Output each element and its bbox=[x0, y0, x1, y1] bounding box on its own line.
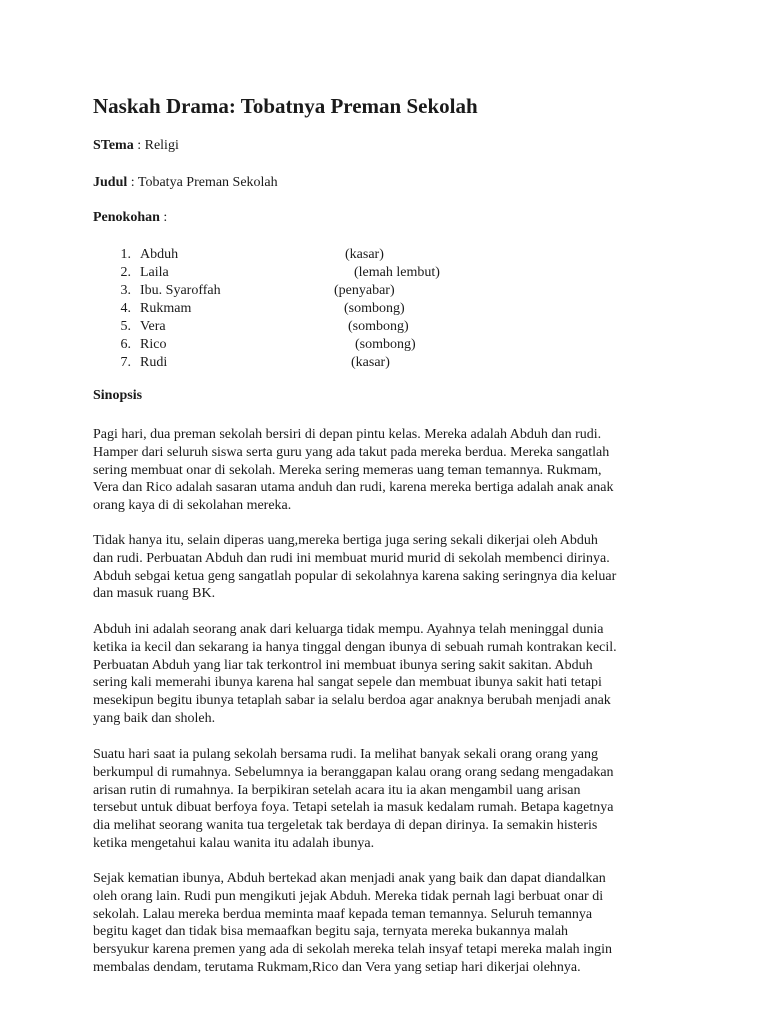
text-line: dia melihat seorang wanita tua tergeletak tak berdaya di depan dirinya. Ia semakin histeris bbox=[93, 818, 598, 834]
synopsis-paragraph bbox=[93, 870, 678, 977]
text-line: begitu kaget dan tidak bisa memaafkan begitu saja, ternyata mereka bukannya malah bbox=[93, 924, 569, 940]
text-line: Vera dan Rico adalah sasaran utama anduh dan rudi, karena mereka bertiga adalah anak anak bbox=[93, 480, 614, 496]
text-line: yang baik dan sholeh. bbox=[93, 710, 216, 726]
tema-line bbox=[93, 138, 179, 154]
judul-value: : Tobatya Preman Sekolah bbox=[127, 175, 278, 190]
document-title: Naskah Drama: Tobatnya Preman Sekolah bbox=[93, 94, 478, 118]
cast-item bbox=[93, 354, 678, 372]
text-line: dan masuk ruang BK. bbox=[93, 586, 216, 602]
penokohan-line bbox=[93, 210, 167, 226]
text-line: tersebut untuk dibuat berfoya foya. Tetapi setelah ia masuk kedalam rumah. Betapa kagetnya bbox=[93, 800, 614, 816]
cast-name: Vera bbox=[140, 319, 166, 334]
cast-number: 5. bbox=[120, 319, 131, 334]
text-line: membalas dendam, terutama Rukmam,Rico dan Vera yang setiap hari dikerjai olehnya. bbox=[93, 959, 581, 975]
cast-item bbox=[93, 300, 678, 318]
cast-trait: (sombong) bbox=[348, 319, 409, 334]
cast-trait: (kasar) bbox=[351, 355, 390, 370]
cast-trait: (sombong) bbox=[344, 301, 405, 316]
synopsis-paragraph bbox=[93, 621, 678, 728]
cast-number: 7. bbox=[120, 355, 131, 370]
cast-number: 4. bbox=[120, 301, 131, 316]
cast-trait: (kasar) bbox=[345, 247, 384, 262]
text-line: berkumpul di rumahnya. Sebelumnya ia beranggapan kalau orang orang sedang mengadakan bbox=[93, 764, 614, 780]
synopsis-paragraph bbox=[93, 746, 678, 853]
text-line: arisan rutin di rumahnya. Ia berpikiran setelah acara itu ia akan mengambil uang arisan bbox=[93, 782, 581, 798]
cast-name: Rukmam bbox=[140, 301, 192, 316]
text-line: dan rudi. Perbuatan Abduh dan rudi ini membuat murid murid di sekolah membenci dirinya. bbox=[93, 550, 610, 566]
cast-number: 6. bbox=[120, 337, 131, 352]
text-line: ketika mengetahui kalau wanita itu adalah ibunya. bbox=[93, 835, 375, 851]
text-line: Abduh ini adalah seorang anak dari keluarga tidak mempu. Ayahnya telah meninggal dunia bbox=[93, 622, 604, 637]
cast-name: Ibu. Syaroffah bbox=[140, 283, 221, 298]
text-line: sering kali memerahi ibunya karena hal sangat sepele dan membuat ibunya sakit hati tetapi bbox=[93, 675, 602, 691]
cast-trait: (sombong) bbox=[355, 337, 416, 352]
text-line: Suatu hari saat ia pulang sekolah bersama rudi. Ia melihat banyak sekali orang orang yang bbox=[93, 747, 598, 762]
cast-number: 2. bbox=[120, 265, 131, 280]
tema-label: STema bbox=[93, 138, 134, 153]
text-line: ketika ia kecil dan sekarang ia hanya tinggal dengan ibunya di sebuah rumah kontrakan kecil. bbox=[93, 639, 617, 655]
cast-item bbox=[93, 264, 678, 282]
cast-number: 1. bbox=[120, 247, 131, 262]
text-line: Sejak kematian ibunya, Abduh bertekad akan menjadi anak yang baik dan dapat diandalkan bbox=[93, 871, 606, 886]
text-line: sering membuat onar di sekolah. Mereka sering memeras uang teman temannya. Rukmam, bbox=[93, 462, 602, 478]
text-line: Perbuatan Abduh yang liar tak terkontrol ini membuat ibunya sering sakit sakitan. Abduh bbox=[93, 657, 593, 673]
text-line: mesekipun begitu ibunya tetaplah sabar ia selalu berdoa agar anaknya berubah menjadi anak bbox=[93, 693, 611, 709]
cast-trait: (lemah lembut) bbox=[354, 265, 440, 280]
text-line: Tidak hanya itu, selain diperas uang,mereka bertiga juga sering sekali dikerjai oleh Abduh bbox=[93, 533, 598, 548]
cast-number: 3. bbox=[120, 283, 131, 298]
tema-value: : Religi bbox=[133, 138, 179, 153]
text-line: bersyukur karena premen yang ada di sekolah mereka telah insyaf tetapi mereka malah ingin bbox=[93, 942, 612, 958]
cast-trait: (penyabar) bbox=[334, 283, 395, 298]
cast-item bbox=[93, 336, 678, 354]
cast-name: Laila bbox=[140, 265, 169, 280]
penokohan-label: Penokohan bbox=[93, 210, 160, 225]
cast-item bbox=[93, 318, 678, 336]
text-line: Hamper dari seluruh siswa serta guru yang ada takut pada mereka berdua. Mereka sangatlah bbox=[93, 444, 610, 460]
judul-line bbox=[93, 175, 278, 191]
cast-name: Abduh bbox=[140, 247, 179, 262]
sinopsis-heading: Sinopsis bbox=[93, 388, 143, 403]
text-line: Pagi hari, dua preman sekolah bersiri di depan pintu kelas. Mereka adalah Abduh dan rudi. bbox=[93, 427, 602, 442]
text-line: orang kaya di di sekolahan mereka. bbox=[93, 498, 292, 514]
cast-name: Rudi bbox=[140, 355, 168, 370]
synopsis-paragraph bbox=[93, 532, 678, 603]
synopsis-paragraph bbox=[93, 426, 678, 515]
text-line: sekolah. Lalau mereka berdua meminta maaf kepada teman temannya. Seluruh temannya bbox=[93, 906, 593, 922]
cast-item bbox=[93, 282, 678, 300]
text-line: oleh orang lain. Rudi pun mengikuti jejak Abduh. Mereka tidak pernah lagi berbuat onar di bbox=[93, 888, 604, 904]
cast-item bbox=[93, 246, 678, 264]
cast-name: Rico bbox=[140, 337, 167, 352]
cast-list bbox=[93, 246, 678, 372]
judul-label: Judul bbox=[93, 175, 128, 190]
penokohan-value: : bbox=[159, 210, 168, 225]
text-line: Abduh sebgai ketua geng sangatlah popular di sekolahnya karena saking seringnya dia keluar bbox=[93, 568, 617, 584]
